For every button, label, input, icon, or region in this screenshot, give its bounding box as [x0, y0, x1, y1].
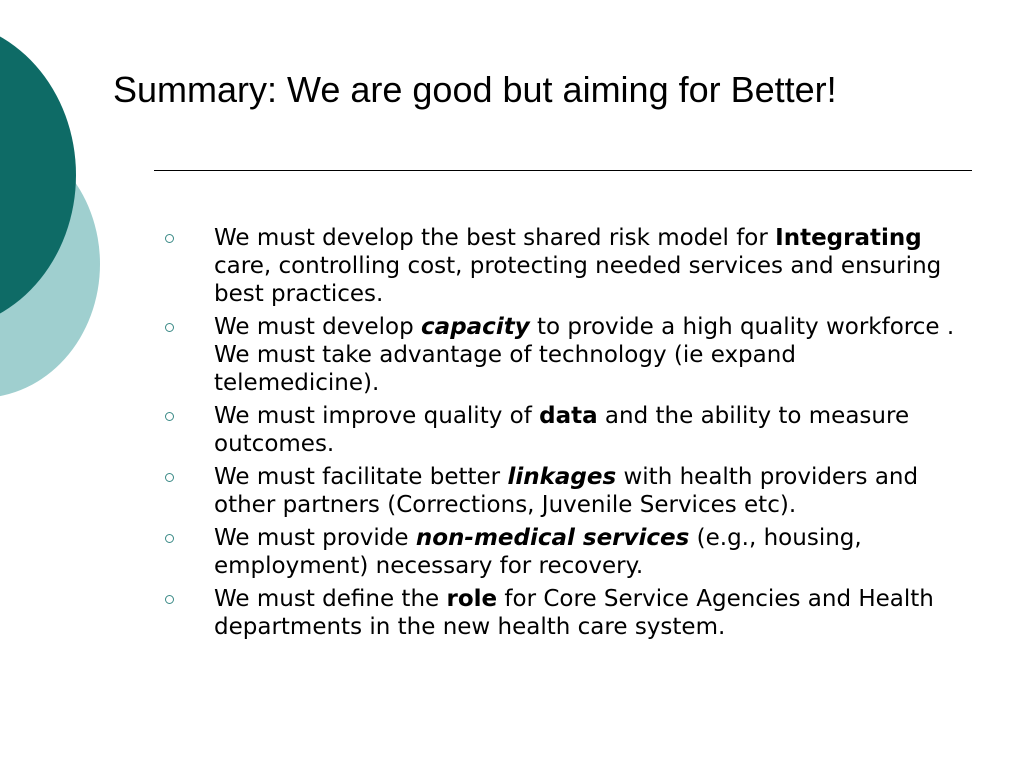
bullet-text-emphasis: Integrating: [775, 225, 922, 251]
bullet-item: [160, 402, 960, 458]
bullet-text-post: care, controlling cost, protecting needed services and ensuring best practices.: [214, 253, 942, 307]
bullet-text-emphasis: linkages: [507, 464, 617, 490]
slide-title: Summary: We are good but aiming for Better!: [113, 69, 837, 110]
bullet-text-pre: We must provide: [214, 525, 416, 551]
hollow-circle-bullet-icon: [165, 412, 174, 421]
hollow-circle-bullet-icon: [165, 595, 174, 604]
bullet-item: [160, 224, 960, 308]
bullet-text-pre: We must facilitate better: [214, 464, 508, 490]
bullet-item: [160, 313, 960, 397]
hollow-circle-bullet-icon: [165, 323, 174, 332]
bullet-item: [160, 585, 960, 641]
bullet-text-post: (e.g., housing, employment) necessary for recovery.: [214, 525, 862, 579]
bullet-text-pre: We must define the: [214, 586, 447, 612]
bullet-item: [160, 463, 960, 519]
title-divider: [154, 170, 972, 171]
hollow-circle-bullet-icon: [165, 234, 174, 243]
bullet-text-pre: We must develop: [214, 314, 422, 340]
bullet-text-post: to provide a high quality workforce . We must take advantage of technology (ie expand telemedicine).: [214, 314, 955, 396]
bullet-text-emphasis: non-medical services: [415, 525, 690, 551]
bullet-list: [160, 224, 960, 646]
bullet-text-pre: We must develop the best shared risk model for: [214, 225, 776, 251]
bullet-text-post: and the ability to measure outcomes.: [214, 403, 910, 457]
hollow-circle-bullet-icon: [165, 473, 174, 482]
bullet-text-emphasis: role: [446, 586, 498, 612]
bullet-text-emphasis: data: [539, 403, 598, 429]
bullet-text-post: with health providers and other partners (Corrections, Juvenile Services etc).: [214, 464, 919, 518]
bullet-text-post: for Core Service Agencies and Health departments in the new health care system.: [214, 586, 934, 640]
bullet-item: [160, 524, 960, 580]
bullet-text-emphasis: capacity: [421, 314, 530, 340]
bullet-text-pre: We must improve quality of: [214, 403, 540, 429]
hollow-circle-bullet-icon: [165, 534, 174, 543]
